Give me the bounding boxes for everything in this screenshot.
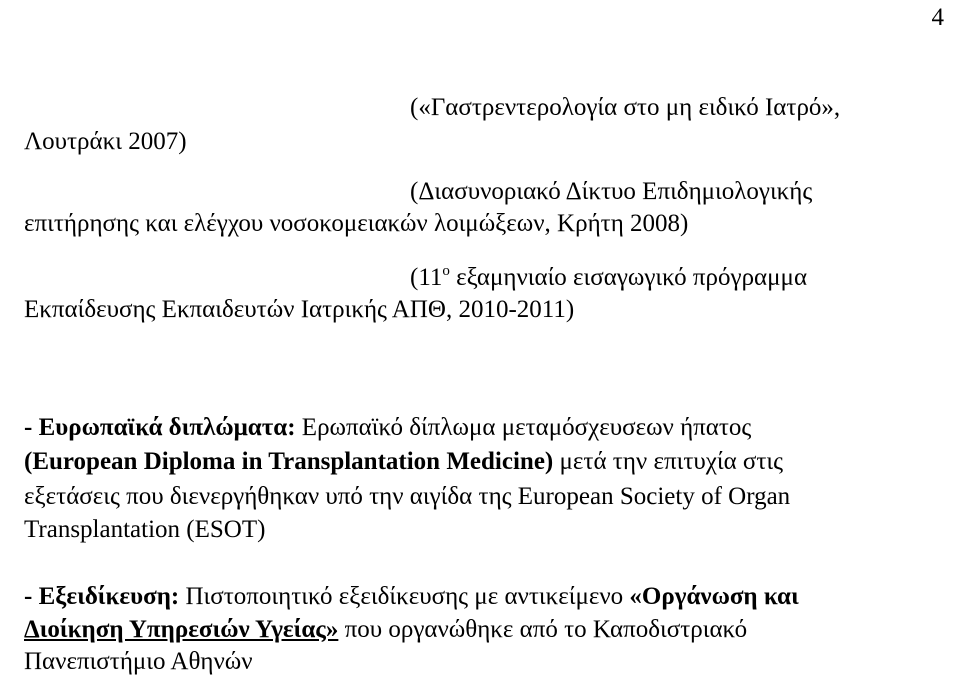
ordinal-superscript: ο	[442, 263, 450, 279]
gastro-entry-line-2: Λουτράκι 2007)	[24, 128, 187, 155]
specialization-line-1-text: Πιστοποιητικό εξειδίκευσης με αντικείμενο	[179, 583, 630, 610]
specialization-title-part-2: Διοίκηση Υπηρεσιών Υγείας»	[24, 616, 339, 643]
training-entry-line-2: Εκπαίδευσης Εκπαιδευτών Ιατρικής ΑΠΘ, 2010-2011)	[24, 296, 575, 323]
training-line-1-prefix: (11	[410, 264, 443, 291]
specialization-line-3: Πανεπιστήμιο Αθηνών	[24, 648, 253, 675]
diplomas-line-3: εξετάσεις που διενεργήθηκαν υπό την αιγίδα της European Society of Organ	[24, 483, 791, 510]
diplomas-line-1	[24, 412, 751, 444]
diplomas-line-4: Transplantation (ESOT)	[24, 516, 266, 543]
diplomas-line-2	[24, 446, 783, 478]
diplomas-label: - Ευρωπαϊκά διπλώματα:	[24, 414, 296, 441]
network-entry-line-2: επιτήρησης και ελέγχου νοσοκομειακών λοιμώξεων, Κρήτη 2008)	[24, 210, 689, 237]
training-line-1-rest: εξαμηνιαίο εισαγωγικό πρόγραμμα	[449, 264, 808, 291]
diplomas-line-2-text: μετά την επιτυχία στις	[553, 448, 784, 475]
specialization-line-2-text: που οργανώθηκε από το Καποδιστριακό	[338, 616, 748, 643]
specialization-line-2	[24, 614, 747, 646]
specialization-line-1	[24, 581, 799, 613]
page-number: 4	[931, 4, 944, 31]
specialization-label: - Εξειδίκευση:	[24, 583, 180, 610]
network-entry-line-1: (Διασυνοριακό Δίκτυο Επιδημιολογικής	[410, 178, 813, 205]
diploma-title: (European Diploma in Transplantation Medicine)	[24, 448, 554, 475]
diplomas-line-1-text: Ερωπαϊκό δίπλωμα μεταμόσχευσεων ήπατος	[295, 414, 752, 441]
gastro-entry-line-1: («Γαστρεντερολογία στο μη ειδικό Ιατρό»,	[410, 94, 841, 121]
specialization-title-part-1: «Οργάνωση και	[629, 583, 799, 610]
training-entry-line-1	[410, 262, 807, 294]
